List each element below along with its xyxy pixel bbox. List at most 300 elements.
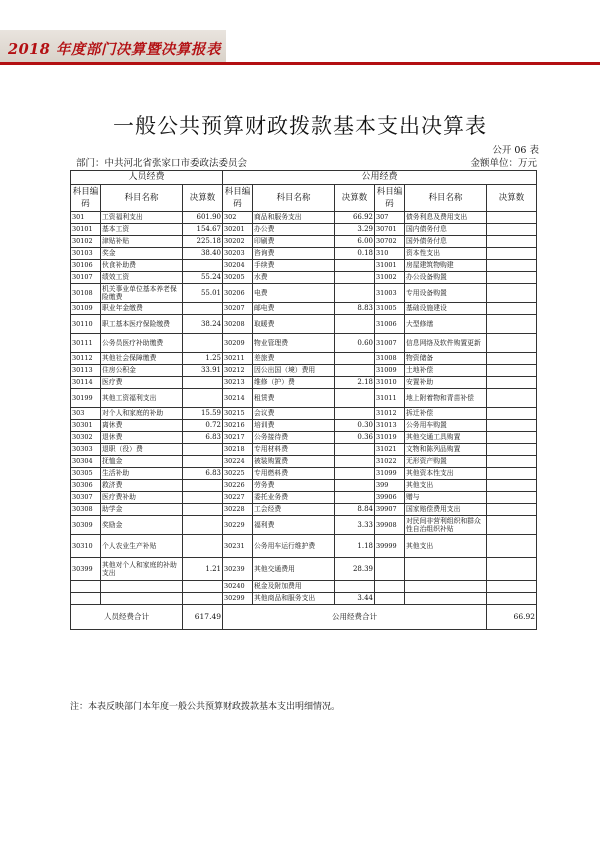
person-name: 退职（役）费: [101, 444, 183, 456]
public-code: 30214: [223, 389, 253, 408]
public-amount-2: [487, 444, 537, 456]
person-code: 30102: [71, 236, 101, 248]
public-name-2: 其他资本性支出: [405, 468, 487, 480]
public-name: 邮电费: [253, 303, 335, 315]
public-name-2: 文物和陈列品购置: [405, 444, 487, 456]
public-name: 福利费: [253, 516, 335, 535]
person-code: 30303: [71, 444, 101, 456]
person-amount: [183, 444, 223, 456]
public-name: 取暖费: [253, 315, 335, 334]
public-code: 30225: [223, 468, 253, 480]
public-name: 公务用车运行维护费: [253, 535, 335, 558]
public-name-2: 土地补偿: [405, 365, 487, 377]
public-amount: [335, 408, 375, 420]
public-amount: [335, 456, 375, 468]
public-amount-2: [487, 365, 537, 377]
public-code-2: 307: [375, 212, 405, 224]
person-name: 救济费: [101, 480, 183, 492]
header-amount: 决算数: [487, 185, 537, 212]
public-amount-2: [487, 224, 537, 236]
public-amount-2: [487, 315, 537, 334]
unit-label: 金额单位：万元: [470, 158, 537, 169]
public-amount: [335, 389, 375, 408]
public-code: 30202: [223, 236, 253, 248]
public-name-2: 专用设备购置: [405, 284, 487, 303]
public-amount: [335, 272, 375, 284]
public-amount: [335, 260, 375, 272]
public-amount-2: [487, 248, 537, 260]
person-amount: [183, 516, 223, 535]
public-amount-2: [487, 408, 537, 420]
public-amount: [335, 284, 375, 303]
person-code: 30108: [71, 284, 101, 303]
person-amount: 6.83: [183, 468, 223, 480]
public-amount: 28.39: [335, 558, 375, 581]
header-personnel: 人员经费: [71, 171, 223, 185]
public-name-2: 地上附着物和青苗补偿: [405, 389, 487, 408]
public-name-2: 物资储备: [405, 353, 487, 365]
table-row: [71, 353, 537, 365]
public-amount-2: [487, 432, 537, 444]
person-name: 退休费: [101, 432, 183, 444]
public-code: 30240: [223, 581, 253, 593]
person-code: [71, 593, 101, 605]
header-name: 科目名称: [253, 185, 335, 212]
public-amount: 0.60: [335, 334, 375, 353]
public-name-2: 信息网络及软件购置更新: [405, 334, 487, 353]
table-row: [71, 236, 537, 248]
table-row: [71, 516, 537, 535]
public-code-2: 31007: [375, 334, 405, 353]
person-name: 奖励金: [101, 516, 183, 535]
public-code-2: 31010: [375, 377, 405, 389]
table-row: [71, 303, 537, 315]
expenditure-table: [70, 170, 537, 630]
public-name-2: 拆迁补偿: [405, 408, 487, 420]
public-code-2: [375, 581, 405, 593]
person-code: 30304: [71, 456, 101, 468]
person-name: 医疗费补助: [101, 492, 183, 504]
table-row: [71, 558, 537, 581]
public-code-2: 31022: [375, 456, 405, 468]
public-amount-2: [487, 593, 537, 605]
public-code: 30203: [223, 248, 253, 260]
person-amount: 6.83: [183, 432, 223, 444]
public-amount: 0.30: [335, 420, 375, 432]
public-amount-2: [487, 303, 537, 315]
public-amount: 3.29: [335, 224, 375, 236]
public-amount-2: [487, 480, 537, 492]
public-name: 手续费: [253, 260, 335, 272]
public-code: 30204: [223, 260, 253, 272]
public-total-label: 公用经费合计: [223, 605, 487, 630]
public-code: 30299: [223, 593, 253, 605]
person-code: 30111: [71, 334, 101, 353]
public-name-2: 房屋建筑物购建: [405, 260, 487, 272]
public-total-value: 66.92: [487, 605, 537, 630]
public-name: 因公出国（境）费用: [253, 365, 335, 377]
public-name-2: 国外债务付息: [405, 236, 487, 248]
person-name: 生活补助: [101, 468, 183, 480]
public-name: 专用材料费: [253, 444, 335, 456]
public-name: 其他商品和服务支出: [253, 593, 335, 605]
table-row: [71, 593, 537, 605]
public-amount-2: [487, 558, 537, 581]
person-name: 工资福利支出: [101, 212, 183, 224]
public-code: 30239: [223, 558, 253, 581]
person-name: 伙食补助费: [101, 260, 183, 272]
person-amount: 601.90: [183, 212, 223, 224]
person-name: 职业年金缴费: [101, 303, 183, 315]
person-name: 基本工资: [101, 224, 183, 236]
public-amount: 2.18: [335, 377, 375, 389]
public-name: 工会经费: [253, 504, 335, 516]
person-name: 离休费: [101, 420, 183, 432]
personnel-total-value: 617.49: [183, 605, 223, 630]
public-code-2: 31006: [375, 315, 405, 334]
table-row: [71, 224, 537, 236]
public-amount: 8.83: [335, 303, 375, 315]
public-name: 办公费: [253, 224, 335, 236]
table-row: [71, 377, 537, 389]
table-row: [71, 248, 537, 260]
report-banner: [0, 0, 600, 65]
header-row-columns: [71, 185, 537, 212]
person-amount: 225.18: [183, 236, 223, 248]
public-code-2: 31099: [375, 468, 405, 480]
person-name: 机关事业单位基本养老保险缴费: [101, 284, 183, 303]
table-row: [71, 315, 537, 334]
public-amount: [335, 468, 375, 480]
person-code: 30301: [71, 420, 101, 432]
public-name-2: 基础设施建设: [405, 303, 487, 315]
person-code: 30308: [71, 504, 101, 516]
person-name: 其他工资福利支出: [101, 389, 183, 408]
table-row: [71, 420, 537, 432]
person-code: 30113: [71, 365, 101, 377]
department-label: 部门：中共河北省张家口市委政法委员会: [76, 158, 248, 169]
person-amount: [183, 303, 223, 315]
person-code: 30109: [71, 303, 101, 315]
public-amount-2: [487, 468, 537, 480]
public-amount-2: [487, 377, 537, 389]
public-code-2: 31021: [375, 444, 405, 456]
public-amount-2: [487, 272, 537, 284]
person-amount: [183, 535, 223, 558]
person-amount: [183, 456, 223, 468]
public-code-2: 39908: [375, 516, 405, 535]
public-code-2: 31013: [375, 420, 405, 432]
public-amount: [335, 315, 375, 334]
public-name: 物业管理费: [253, 334, 335, 353]
person-amount: [183, 581, 223, 593]
personnel-total-label: 人员经费合计: [71, 605, 183, 630]
public-amount: 8.84: [335, 504, 375, 516]
public-amount: 66.92: [335, 212, 375, 224]
public-amount: 0.36: [335, 432, 375, 444]
public-code: 30215: [223, 408, 253, 420]
table-row: [71, 468, 537, 480]
public-amount-2: [487, 260, 537, 272]
public-amount: 3.33: [335, 516, 375, 535]
table-row: [71, 408, 537, 420]
person-amount: [183, 260, 223, 272]
public-code: 30227: [223, 492, 253, 504]
person-name: 公务员医疗补助缴费: [101, 334, 183, 353]
person-code: 30305: [71, 468, 101, 480]
public-code: 30211: [223, 353, 253, 365]
person-code: 30101: [71, 224, 101, 236]
person-amount: [183, 593, 223, 605]
public-name: 水费: [253, 272, 335, 284]
person-code: 30106: [71, 260, 101, 272]
person-amount: 55.01: [183, 284, 223, 303]
public-code-2: 31008: [375, 353, 405, 365]
public-name: 委托业务费: [253, 492, 335, 504]
public-name: 会议费: [253, 408, 335, 420]
public-amount: 6.00: [335, 236, 375, 248]
public-name: 培训费: [253, 420, 335, 432]
public-name-2: 其他支出: [405, 480, 487, 492]
person-amount: [183, 334, 223, 353]
public-code-2: 31003: [375, 284, 405, 303]
public-code: 30207: [223, 303, 253, 315]
public-code-2: 39906: [375, 492, 405, 504]
public-code-2: 31011: [375, 389, 405, 408]
public-name-2: 国内债务付息: [405, 224, 487, 236]
public-name-2: 公务用车购置: [405, 420, 487, 432]
person-name: 职工基本医疗保险缴费: [101, 315, 183, 334]
header-code: 科目编码: [71, 185, 101, 212]
public-code-2: 39907: [375, 504, 405, 516]
person-code: 30107: [71, 272, 101, 284]
table-row: [71, 284, 537, 303]
public-name: 咨询费: [253, 248, 335, 260]
public-amount-2: [487, 334, 537, 353]
public-name-2: 办公设备购置: [405, 272, 487, 284]
person-code: 30309: [71, 516, 101, 535]
public-code: 30208: [223, 315, 253, 334]
public-name: 电费: [253, 284, 335, 303]
public-name-2: 无形资产购置: [405, 456, 487, 468]
public-code: 30209: [223, 334, 253, 353]
public-code: 30226: [223, 480, 253, 492]
person-name: 其他社会保障缴费: [101, 353, 183, 365]
person-name: 医疗费: [101, 377, 183, 389]
public-code: 30231: [223, 535, 253, 558]
public-name-2: 大型修缮: [405, 315, 487, 334]
public-name-2: [405, 593, 487, 605]
table-row: [71, 504, 537, 516]
public-name-2: 其他交通工具购置: [405, 432, 487, 444]
person-amount: [183, 389, 223, 408]
header-amount: 决算数: [335, 185, 375, 212]
person-amount: 15.59: [183, 408, 223, 420]
header-code: 科目编码: [223, 185, 253, 212]
public-name-2: [405, 581, 487, 593]
public-amount-2: [487, 420, 537, 432]
person-name: 抚恤金: [101, 456, 183, 468]
public-amount-2: [487, 456, 537, 468]
person-name: [101, 581, 183, 593]
public-amount: [335, 444, 375, 456]
table-row: [71, 535, 537, 558]
public-code-2: 31012: [375, 408, 405, 420]
public-amount-2: [487, 504, 537, 516]
person-amount: 38.24: [183, 315, 223, 334]
public-code: 30205: [223, 272, 253, 284]
person-name: [101, 593, 183, 605]
person-amount: 0.72: [183, 420, 223, 432]
public-code: 30216: [223, 420, 253, 432]
table-row: [71, 480, 537, 492]
public-name: 维修（护）费: [253, 377, 335, 389]
public-name-2: 资本性支出: [405, 248, 487, 260]
person-code: 30310: [71, 535, 101, 558]
person-name: 对个人和家庭的补助: [101, 408, 183, 420]
person-amount: 33.91: [183, 365, 223, 377]
public-code: 302: [223, 212, 253, 224]
public-code-2: 31019: [375, 432, 405, 444]
public-amount-2: [487, 212, 537, 224]
person-code: 303: [71, 408, 101, 420]
public-amount: 3.44: [335, 593, 375, 605]
person-amount: 55.24: [183, 272, 223, 284]
public-code: 30213: [223, 377, 253, 389]
public-amount-2: [487, 236, 537, 248]
public-code-2: 30701: [375, 224, 405, 236]
person-name: 个人农业生产补贴: [101, 535, 183, 558]
public-code-2: [375, 558, 405, 581]
table-row: [71, 492, 537, 504]
person-name: 助学金: [101, 504, 183, 516]
person-name: 奖金: [101, 248, 183, 260]
page-title: 一般公共预算财政拨款基本支出决算表: [113, 114, 487, 138]
person-amount: [183, 480, 223, 492]
public-name-2: [405, 558, 487, 581]
public-name-2: 国家赔偿费用支出: [405, 504, 487, 516]
person-name: 绩效工资: [101, 272, 183, 284]
public-code-2: 39999: [375, 535, 405, 558]
public-code: 30228: [223, 504, 253, 516]
public-name: 劳务费: [253, 480, 335, 492]
public-name: 印刷费: [253, 236, 335, 248]
public-code-2: 310: [375, 248, 405, 260]
table-row: [71, 444, 537, 456]
public-amount-2: [487, 353, 537, 365]
table-row: [71, 389, 537, 408]
public-name: 差旅费: [253, 353, 335, 365]
public-name: 被装购置费: [253, 456, 335, 468]
person-code: 301: [71, 212, 101, 224]
person-amount: 1.25: [183, 353, 223, 365]
public-amount: [335, 581, 375, 593]
totals-row: [71, 605, 537, 630]
public-amount-2: [487, 535, 537, 558]
header-name: 科目名称: [101, 185, 183, 212]
banner-title: 2018 年度部门决算暨决算报表: [8, 41, 221, 58]
person-code: 30302: [71, 432, 101, 444]
public-code: 30201: [223, 224, 253, 236]
public-code: 30217: [223, 432, 253, 444]
public-code-2: 31001: [375, 260, 405, 272]
public-name: 专用燃料费: [253, 468, 335, 480]
person-code: 30112: [71, 353, 101, 365]
public-name-2: 安置补助: [405, 377, 487, 389]
person-code: 30199: [71, 389, 101, 408]
table-row: [71, 260, 537, 272]
public-amount: [335, 480, 375, 492]
public-amount: 1.18: [335, 535, 375, 558]
public-amount-2: [487, 581, 537, 593]
public-name: 商品和服务支出: [253, 212, 335, 224]
header-row-group: [71, 171, 537, 185]
public-name-2: 其他支出: [405, 535, 487, 558]
public-amount: [335, 353, 375, 365]
public-amount-2: [487, 389, 537, 408]
footnote: 注：本表反映部门本年度一般公共预算财政拨款基本支出明细情况。: [70, 702, 341, 712]
person-code: 30103: [71, 248, 101, 260]
table-row: [71, 456, 537, 468]
form-number: 公开 06 表: [492, 145, 539, 156]
table-row: [71, 212, 537, 224]
public-code: 30224: [223, 456, 253, 468]
person-amount: [183, 504, 223, 516]
table-row: [71, 272, 537, 284]
header-code: 科目编码: [375, 185, 405, 212]
public-code-2: 399: [375, 480, 405, 492]
table-row: [71, 432, 537, 444]
public-name: 租赁费: [253, 389, 335, 408]
public-amount-2: [487, 284, 537, 303]
table-row: [71, 365, 537, 377]
public-amount: [335, 492, 375, 504]
table-row: [71, 581, 537, 593]
public-amount-2: [487, 492, 537, 504]
public-code-2: 31005: [375, 303, 405, 315]
public-name: 其他交通费用: [253, 558, 335, 581]
person-amount: [183, 377, 223, 389]
public-code: 30218: [223, 444, 253, 456]
person-code: 30110: [71, 315, 101, 334]
public-name: 税金及附加费用: [253, 581, 335, 593]
public-amount: 0.18: [335, 248, 375, 260]
public-code-2: 31009: [375, 365, 405, 377]
person-amount: [183, 492, 223, 504]
header-public: 公用经费: [223, 171, 537, 185]
header-amount: 决算数: [183, 185, 223, 212]
public-name-2: 对民间非营利组织和群众性自治组织补贴: [405, 516, 487, 535]
table-row: [71, 334, 537, 353]
person-amount: 1.21: [183, 558, 223, 581]
public-name: 公务接待费: [253, 432, 335, 444]
person-code: 30307: [71, 492, 101, 504]
person-code: 30114: [71, 377, 101, 389]
public-code-2: [375, 593, 405, 605]
person-amount: 38.40: [183, 248, 223, 260]
public-code-2: 31002: [375, 272, 405, 284]
person-amount: 154.67: [183, 224, 223, 236]
person-code: [71, 581, 101, 593]
person-name: 住房公积金: [101, 365, 183, 377]
person-name: 其他对个人和家庭的补助支出: [101, 558, 183, 581]
public-amount: [335, 365, 375, 377]
public-code: 30206: [223, 284, 253, 303]
public-code-2: 30702: [375, 236, 405, 248]
public-amount-2: [487, 516, 537, 535]
public-code: 30212: [223, 365, 253, 377]
person-name: 津贴补贴: [101, 236, 183, 248]
